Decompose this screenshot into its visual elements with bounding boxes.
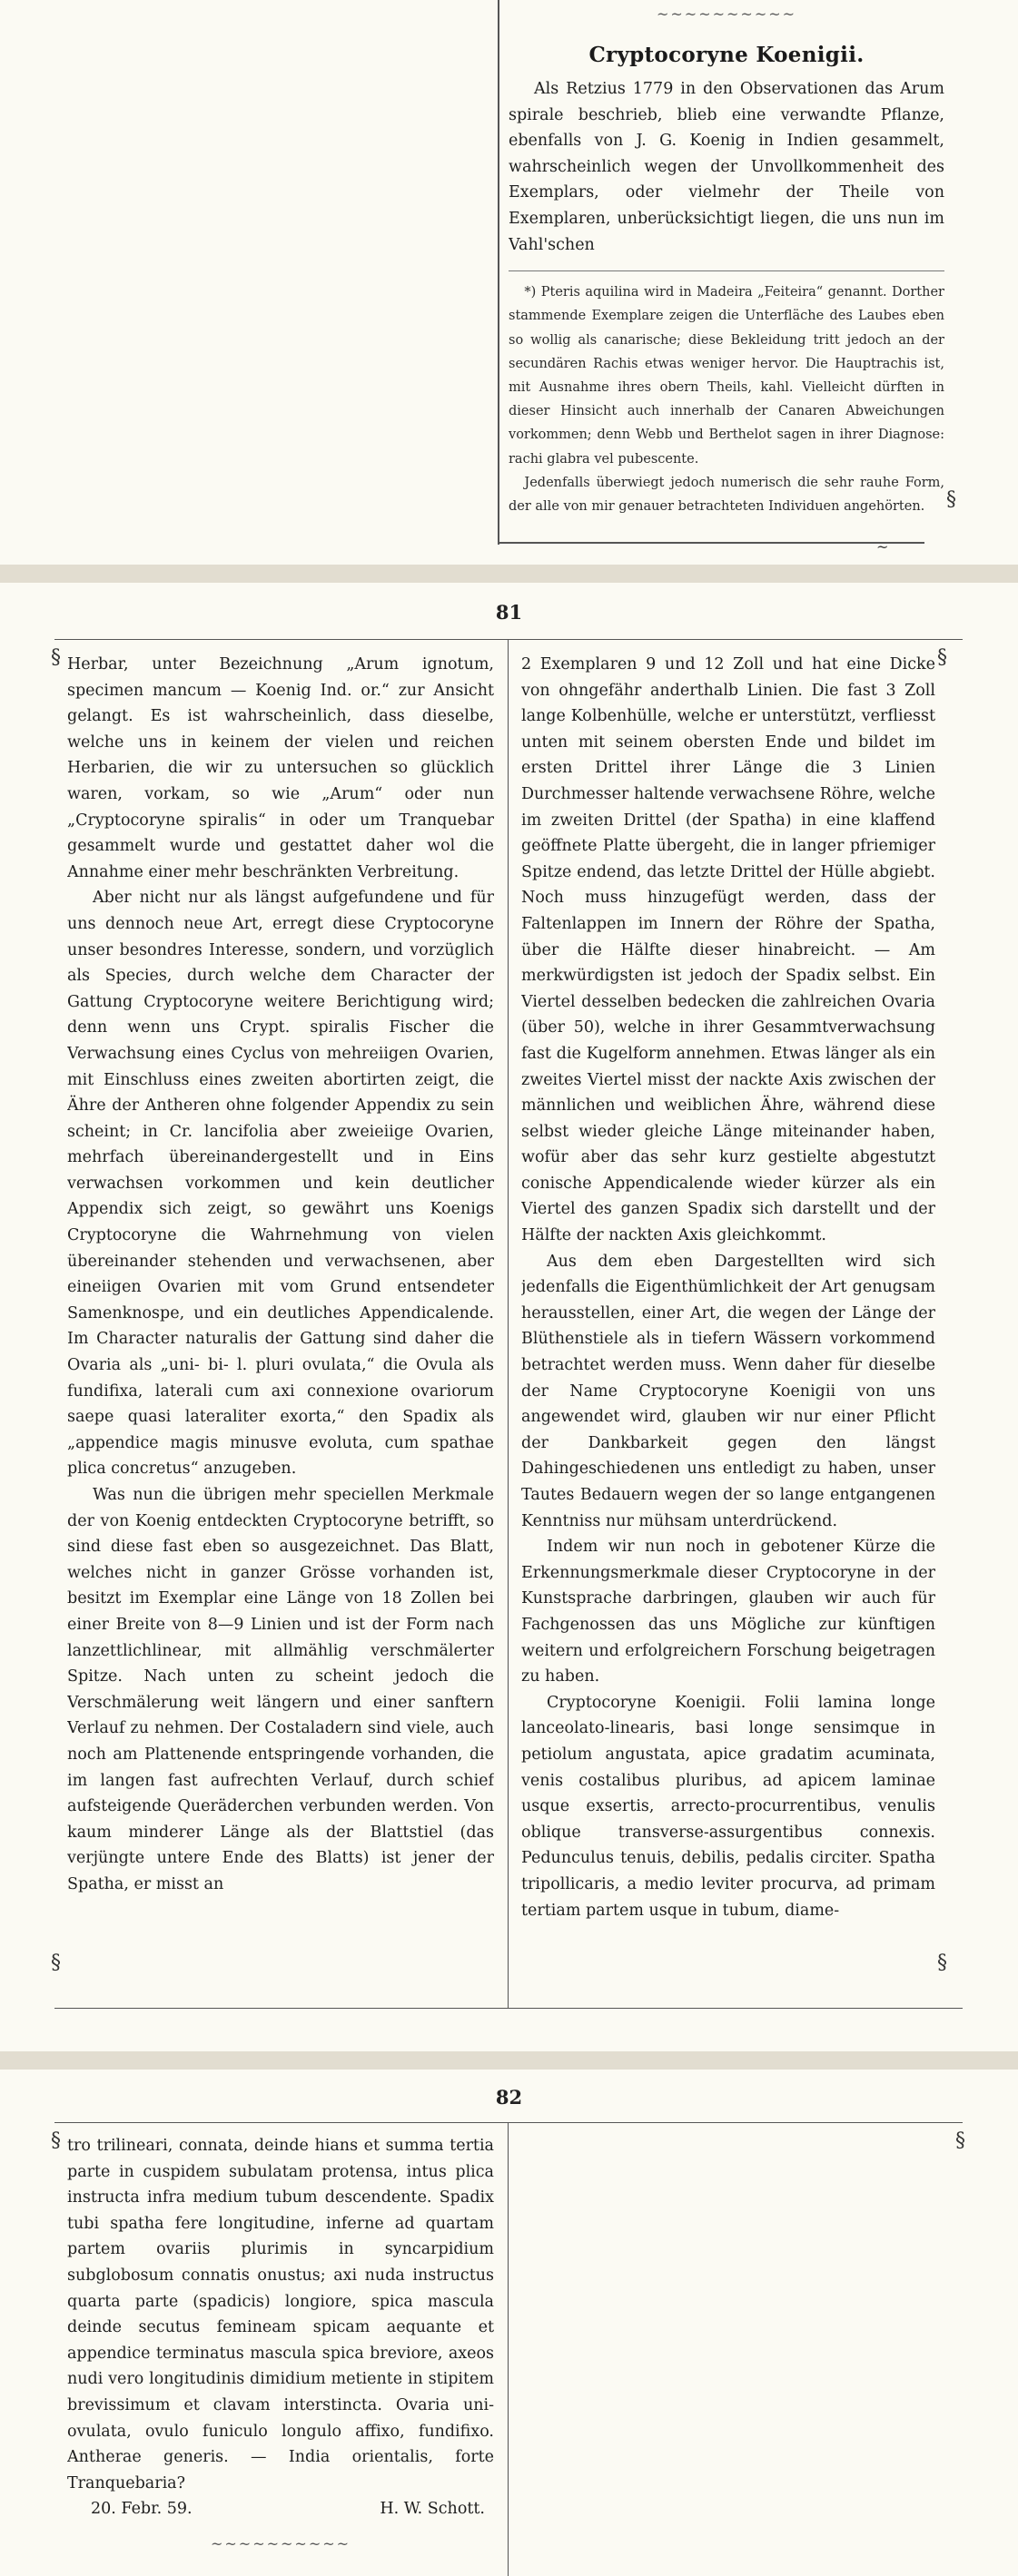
page-number: 82 <box>495 2086 523 2109</box>
page-number: 81 <box>495 601 523 624</box>
author: H. W. Schott. <box>380 2500 485 2519</box>
article-intro <box>509 76 944 258</box>
page-frame-top <box>54 639 963 640</box>
top-flourish: ~~~~~~~~~~ <box>656 5 797 23</box>
scroll-ornament-left: § <box>51 2129 61 2152</box>
column-divider <box>508 2122 509 2576</box>
date: 20. Febr. 59. <box>91 2500 193 2519</box>
scroll-ornament-right: § <box>946 488 956 511</box>
page-frame-bottom <box>54 2008 963 2009</box>
footnote <box>509 280 944 518</box>
footnote-rule <box>509 270 944 271</box>
paragraph: Herbar, unter Bezeichnung „Arum ignotum, specimen mancum — Koenig Ind. or.“ zur Ansicht gelangt. Es ist wahrscheinlich, dass dieselbe, welche uns in keinem der vielen und reichen Herbarien, die wir zu untersuchen so glücklich waren, vorkam, so wie „Arum“ oder nun „Cryptocoryne spiralis“ in oder um Tranquebar gesammelt wurde und gestattet daher wol die Annahme einer mehr beschränkten Verbreitung. <box>67 655 494 881</box>
page-top <box>0 0 1018 565</box>
left-column <box>67 652 494 2004</box>
paragraph: Cryptocoryne Koenigii. Folii lamina longe lanceolato-linearis, basi longe sensimque in petiolum angustata, apice gradatim acuminata, venis costalibus pluribus, ad apicem laminae usque exsertis, arrecto-procurrentibus, venulis oblique transverse-assurgentibus connexis. Pedunculus tenuis, debilis, pedalis circiter. Spatha tripollicaris, a medio leviter procurva, ad primam tertiam partem usque in tubum, diame- <box>521 1693 935 1920</box>
page-separator <box>0 2051 1018 2070</box>
paragraph: Indem wir nun noch in gebotener Kürze die Erkennungsmerkmale dieser Cryptocoryne in der Kunstsprache darbringen, glauben wir auch für Fachgenossen das uns Mögliche zur künftigen weitern und erfolgreichern Forschung beigetragen zu haben. <box>521 1538 935 1686</box>
scroll-ornament-right: § <box>937 646 947 669</box>
signature-line <box>67 2496 494 2522</box>
paragraph: tro trilineari, connata, deinde hians et summa tertia parte in cuspidem subulatam protensa, intus plica instructa infra medium tubum descendente. Spadix tubi spatha fere longitudine, inferne ad quartam partem ovariis plurimis in syncarpidium subglobosum connatis onustus; axi nuda instructus quarta parte (spadicis) longiore, spica mascula deinde secutus femineam spicam aequante et appendice terminatus mascula spica breviore, axeos nudi vero longitudinis dimidium metiente in stipitem brevissimum et clavam interstincta. Ovaria uni-ovulata, ovulo funiculo longulo affixo, fundifixo. Antherae generis. — India orientalis, forte Tranquebaria? <box>67 2137 494 2492</box>
right-column <box>521 652 935 2004</box>
page-frame-top <box>54 2122 963 2123</box>
paragraph: Aber nicht nur als längst aufgefundene und für uns dennoch neue Art, erregt diese Cryptocoryne unser besondres Interesse, sondern, und vorzüglich als Species, durch welche dem Character der Gattung Cryptocoryne weitere Berichtigung wird; denn wenn uns Crypt. spiralis Fischer die Verwachsung eines Cyclus von mehreiigen Ovarien, mit Einschluss eines zweiten abortirten zeigt, die Ähre der Antheren ohne folgender Appendix zu sein scheint; in Cr. lancifolia aber zweieiige Ovarien, mehrfach übereinandergestellt und in Eins verwachsen vorkommen und kein deutlicher Appendix sich zeigt, so gewährt uns Koenigs Cryptocoryne die Wahrnehmung von vielen übereinander stehenden und verwachsenen, aber eineiigen Ovarien mit vom Grund entsendeter Samenknospe, und ein deutliches Appendicalende. Im Character naturalis der Gattung sind daher die Ovaria als „uni- bi- l. pluri ovulata,“ die Ovula als fundifixa, laterali cum axi connexione ovariorum saepe quasi lateraliter exorta,“ den Spadix als „appendice magis minusve evoluta, cum spathae plica concretus“ anzugeben. <box>67 889 494 1479</box>
footnote-paragraph: Jedenfalls überwiegt jedoch numerisch die sehr rauhe Form, der alle von mir genauer betrachteten Individuen angehörten. <box>509 475 944 514</box>
page-81 <box>0 583 1018 2051</box>
page-82 <box>0 2070 1018 2576</box>
column-divider <box>508 639 509 2008</box>
scroll-ornament-bottom: ~ <box>876 538 889 556</box>
page-border-bottom <box>498 542 924 544</box>
scroll-ornament-right: § <box>955 2129 965 2152</box>
page-border-left <box>498 0 499 545</box>
footnote-paragraph: *) Pteris aquilina wird in Madeira „Feiteira“ genannt. Dorther stammende Exemplare zeigen die Unterfläche des Laubes eben so wollig als canarische; diese Bekleidung tritt jedoch an der secundären Rachis etwas weniger hervor. Die Hauptrachis ist, mit Ausnahme ihres obern Theils, kahl. Vielleicht dürften in dieser Hinsicht auch innerhalb der Canaren Abweichungen vorkommen; denn Webb und Berthelot sagen in ihrer Diagnose: rachi glabra vel pubescente. <box>509 285 944 467</box>
page-separator <box>0 565 1018 583</box>
scroll-ornament-left: § <box>51 646 61 669</box>
paragraph: Aus dem eben Dargestellten wird sich jedenfalls die Eigenthümlichkeit der Art genugsam herausstellen, einer Art, die wegen der Länge der Blüthenstiele als in tiefern Wässern vorkommend betrachtet werden muss. Wenn daher für dieselbe der Name Cryptocoryne Koenigii von uns angewendet wird, glauben wir nur einer Pflicht der Dankbarkeit gegen den längst Dahingeschiedenen uns entledigt zu haben, unser Tautes Bedauern wegen der so lange entgangenen Kenntniss nur mühsam unterdrückend. <box>521 1252 935 1530</box>
bottom-flourish: ~~~~~~~~~~ <box>210 2534 351 2552</box>
scroll-ornament-left-bottom: § <box>51 1952 61 1974</box>
paragraph: Was nun die übrigen mehr speciellen Merkmale der von Koenig entdeckten Cryptocoryne betrifft, so sind diese fast eben so ausgezeichnet. Das Blatt, welches nicht in ganzer Grösse vorhanden ist, besitzt im Exemplar eine Länge von 18 Zollen bei einer Breite von 8—9 Linien und ist der Form nach lanzettlichlinear, mit allmählig verschmälerter Spitze. Nach unten zu scheint jedoch die Verschmälerung weit längern und einer sanftern Verlauf zu nehmen. Der Costaladern sind viele, auch noch am Plattenende entspringende vorhanden, die im langen fast aufrechten Verlauf, durch schief aufsteigende Queräderchen verbunden werden. Von kaum minderer Länge als der Blattstiel (das verjüngte untere Ende des Blatts) ist jener der Spatha, er misst an <box>67 1486 494 1893</box>
scroll-ornament-right-bottom: § <box>937 1952 947 1974</box>
page3-column <box>67 2133 494 2574</box>
page1-column <box>509 5 944 536</box>
article-title: Cryptocoryne Koenigii. <box>588 43 865 67</box>
paragraph: Als Retzius 1779 in den Observationen das Arum spirale beschrieb, blieb eine verwandte Pflanze, ebenfalls von J. G. Koenig in Indien gesammelt, wahrscheinlich wegen der Unvollkommenheit des Exemplars, oder vielmehr der Theile von Exemplaren, unberücksichtigt liegen, die uns nun im Vahl'schen <box>509 80 944 254</box>
paragraph: 2 Exemplaren 9 und 12 Zoll und hat eine Dicke von ohngefähr anderthalb Linien. Die fast 3 Zoll lange Kolbenhülle, welche er unterstützt, verfliesst unten mit seinem obersten Ende und bildet im ersten Drittel ihrer Länge die 3 Linien Durchmesser haltende verwachsene Röhre, welche im zweiten Drittel (der Spatha) in eine klaffend geöffnete Platte übergeht, die in langer pfriemiger Spitze endend, das letzte Drittel der Hülle abgiebt. Noch muss hinzugefügt werden, dass der Faltenlappen im Innern der Röhre der Spatha, über die Hälfte dieser hinabreicht. — Am merkwürdigsten ist jedoch der Spadix selbst. Ein Viertel desselben bedecken die zahlreichen Ovaria (über 50), welche in ihrer Gesammtverwachsung fast die Kugelform annehmen. Etwas länger als ein zweites Viertel misst der nackte Axis zwischen der männlichen und weiblichen Ähre, während diese selbst wieder gleiche Länge miteinander haben, wofür aber das sehr kurz gestielte abgestutzt conische Appendicalende wieder kürzer als ein Viertel des ganzen Spadix sich darstellt und der Hälfte der nackten Axis gleichkommt. <box>521 655 935 1245</box>
